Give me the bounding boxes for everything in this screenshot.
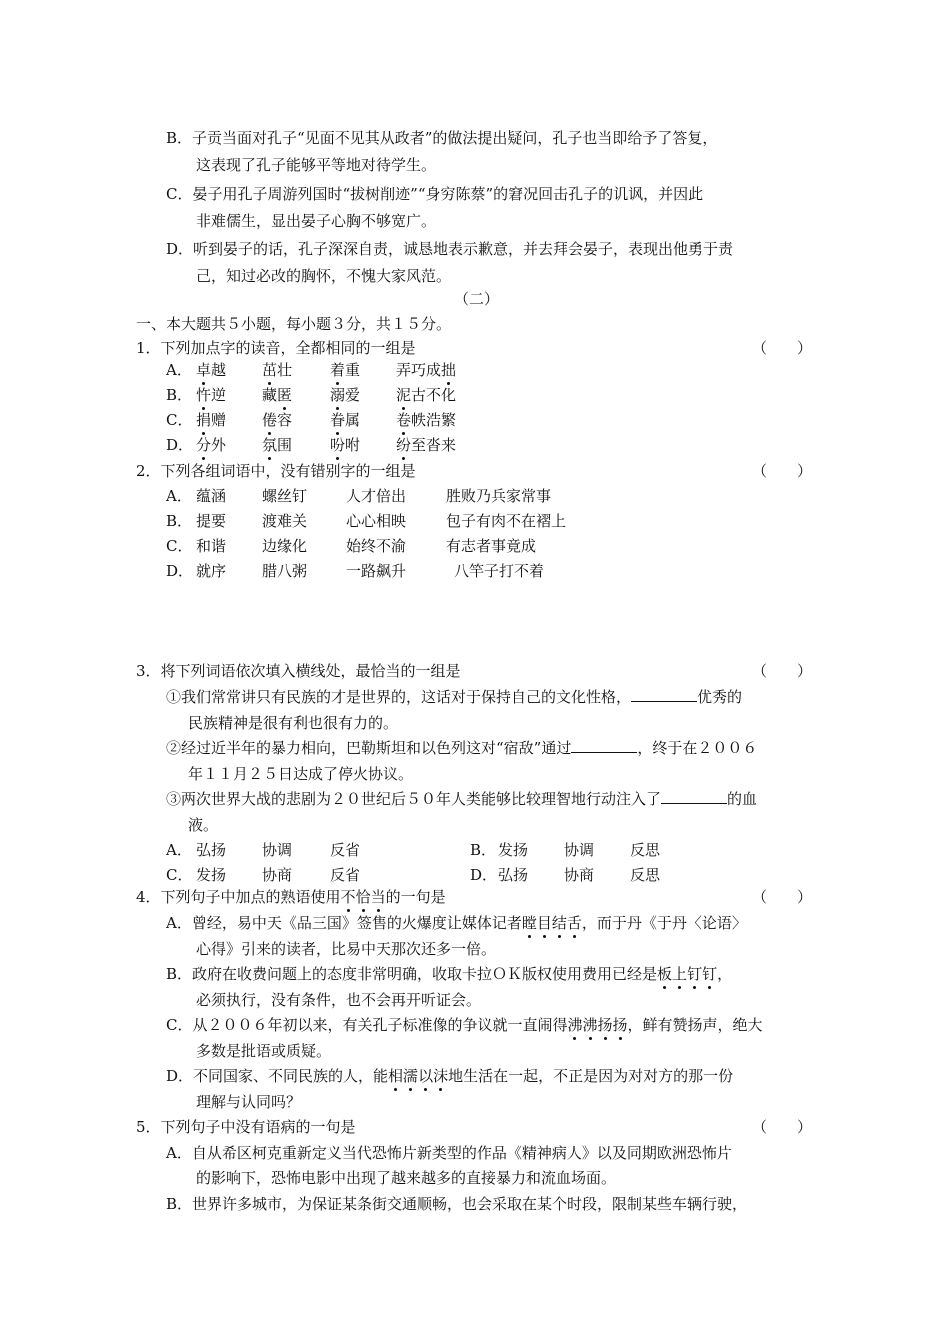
option-word: 始终不渝 (346, 537, 407, 555)
word-rest: 越 (211, 361, 227, 379)
prev-option-b-line1: B．子贡当面对孔子“见面不见其从政者”的做法提出疑问，孔子也当即给予了答复， (166, 129, 718, 147)
option-label: B． (470, 841, 497, 859)
option-word (330, 360, 360, 380)
q1-answer-paren: （ ） (752, 339, 813, 357)
option-word (330, 385, 360, 405)
q4-option-c (166, 1015, 763, 1035)
word-rest: 咐 (345, 436, 361, 454)
q3-sentence-3 (166, 789, 757, 809)
option-label: A． (166, 361, 192, 379)
q1-stem: 1．下列加点字的读音，全都相同的一组是 (136, 339, 416, 357)
option-word: 螺丝钉 (262, 487, 308, 505)
option-text: A．曾经，易中天《品三国》签售的火爆度让媒体记者 (166, 914, 522, 932)
dotted-char: 着 (330, 361, 346, 379)
dotted-char: 沸 (567, 1016, 583, 1034)
q4-option-d (166, 1066, 733, 1086)
option-word: 就序 (196, 562, 227, 580)
word-rest: 外 (211, 436, 227, 454)
word-rest: 古不化 (411, 386, 457, 404)
option-text: B．政府在收费问题上的态度非常明确，收取卡拉ＯＫ版权使用费用已经是 (166, 965, 658, 983)
word-rest: 壮 (277, 361, 293, 379)
option-word: 包子有肉不在褶上 (446, 512, 567, 530)
word-rest: 属 (345, 411, 361, 429)
option-word: 心心相映 (346, 512, 407, 530)
dotted-char: 不 (340, 888, 356, 906)
option-label: B． (166, 512, 193, 530)
option-text: C．从２００６年初以来，有关孔子标准像的争议就一直闹得 (166, 1016, 568, 1034)
section-instructions: 一、本大题共５小题，每小题３分，共１５分。 (136, 315, 452, 333)
word-rest: 赠 (211, 411, 227, 429)
option-word: 人才倍出 (346, 487, 407, 505)
q4-stem (136, 887, 446, 907)
dotted-char: 沫 (433, 1067, 449, 1085)
option-word: 反省 (330, 866, 361, 884)
section-title: （二） (454, 290, 500, 308)
sentence-text: 的血 (727, 790, 758, 808)
option-word: 发扬 (498, 841, 529, 859)
word-rest: 爱 (345, 386, 361, 404)
option-label: C． (166, 411, 193, 429)
option-word: 一路飙升 (346, 562, 407, 580)
dotted-char: 泥 (396, 386, 412, 404)
option-word: 反思 (630, 866, 661, 884)
option-word: 八竿子打不着 (454, 562, 545, 580)
option-word (196, 435, 226, 455)
dotted-char: 以 (418, 1067, 434, 1085)
option-label: D． (470, 866, 498, 884)
fill-blank (661, 789, 727, 804)
q4-option-a-cont: 心得》引来的读者，比易中天那次还多一倍。 (196, 940, 497, 958)
option-word (262, 410, 292, 430)
stem-text: 的一句是 (385, 888, 446, 906)
q3-answer-paren: （ ） (752, 662, 813, 680)
option-word: 渡难关 (262, 512, 308, 530)
option-text: ，而于丹《于丹〈论语〉 (581, 914, 747, 932)
q4-option-d-cont: 理解与认同吗？ (196, 1093, 302, 1111)
prev-option-c-line2: 非难儒生，显出晏子心胸不够宽广。 (196, 212, 437, 230)
option-word (396, 360, 456, 380)
option-word: 胜败乃兵家常事 (446, 487, 552, 505)
sentence-text: ③两次世界大战的悲剧为２０世纪后５０年人类能够比较理智地行动注入了 (166, 790, 662, 808)
q5-stem: 5．下列句子中没有语病的一句是 (136, 1118, 356, 1136)
option-label: B． (166, 386, 193, 404)
q2-answer-paren: （ ） (752, 462, 813, 480)
option-word: 弘扬 (196, 841, 227, 859)
dotted-char: 舌 (566, 914, 582, 932)
option-word (262, 435, 292, 455)
q2-stem: 2．下列各组词语中，没有错别字的一组是 (136, 462, 416, 480)
dotted-phrase (341, 888, 386, 906)
dotted-char: 分 (196, 436, 212, 454)
dotted-char: 溺 (330, 386, 346, 404)
option-label: D． (166, 562, 194, 580)
q5-option-a-line1: A．自从希区柯克重新定义当代恐怖片新类型的作品《精神病人》以及同期欧洲恐怖片 (166, 1144, 732, 1162)
dotted-char: 濡 (403, 1067, 419, 1085)
option-word: 有志者事竟成 (446, 537, 537, 555)
dotted-char: 捐 (196, 411, 212, 429)
option-word (396, 385, 456, 405)
dotted-char: 拙 (441, 361, 457, 379)
dotted-char: 倦 (262, 411, 278, 429)
word-rest: 重 (345, 361, 361, 379)
option-word (262, 385, 292, 405)
dotted-char: 扬 (612, 1016, 628, 1034)
dotted-char: 忤 (196, 386, 212, 404)
option-word: 腊八粥 (262, 562, 308, 580)
word-rest: 帙浩繁 (411, 411, 457, 429)
dotted-char: 扬 (597, 1016, 613, 1034)
word-rest: 至沓来 (411, 436, 457, 454)
q4-option-b (166, 964, 732, 984)
q5-answer-paren: （ ） (752, 1118, 813, 1136)
option-word: 反省 (330, 841, 361, 859)
q3-stem: 3．将下列词语依次填入横线处，最恰当的一组是 (136, 662, 461, 680)
option-label: C． (166, 537, 193, 555)
dotted-phrase (388, 1067, 448, 1085)
option-text: ， (717, 965, 733, 983)
dotted-char: 卓 (196, 361, 212, 379)
option-word (330, 435, 360, 455)
dotted-char: 眷 (330, 411, 346, 429)
dotted-char: 钉 (687, 965, 703, 983)
sentence-text: ，终于在２００６ (637, 739, 758, 757)
dotted-char: 钉 (702, 965, 718, 983)
dotted-phrase (522, 914, 582, 932)
sentence-text: ①我们常常讲只有民族的才是世界的，这话对于保持自己的文化性格， (166, 688, 632, 706)
word-rest: 藏 (262, 386, 278, 404)
dotted-char: 氛 (262, 436, 278, 454)
option-word (196, 410, 226, 430)
dotted-char: 板 (657, 965, 673, 983)
option-word (330, 410, 360, 430)
option-word (196, 360, 226, 380)
q4-option-c-cont: 多数是批语或质疑。 (196, 1042, 332, 1060)
prev-option-c-line1: C．晏子用孔子周游列国时“拔树削迹”“身穷陈蔡”的窘况回击孔子的讥讽，并因此 (166, 185, 704, 203)
q5-option-a-line2: 的影响下，恐怖电影中出现了越来越多的直接暴力和流血场面。 (196, 1169, 617, 1187)
option-label: A． (166, 841, 192, 859)
option-word: 发扬 (196, 866, 227, 884)
dotted-char: 结 (551, 914, 567, 932)
option-word: 蕴涵 (196, 487, 227, 505)
dotted-char: 匿 (277, 386, 293, 404)
prev-option-b-line2: 这表现了孔子能够平等地对待学生。 (196, 156, 437, 174)
dotted-phrase (567, 1016, 627, 1034)
dotted-char: 目 (536, 914, 552, 932)
q3-sentence-1 (166, 687, 742, 707)
option-word: 协商 (262, 866, 293, 884)
option-label: D． (166, 436, 194, 454)
q4-answer-paren: （ ） (752, 888, 813, 906)
dotted-char: 上 (672, 965, 688, 983)
option-word: 提要 (196, 512, 227, 530)
option-word: 协调 (564, 841, 595, 859)
dotted-char: 相 (388, 1067, 404, 1085)
option-word: 协商 (564, 866, 595, 884)
q3-sentence-2 (166, 738, 757, 758)
q3-sentence-2-cont: 年１１月２５日达成了停火协议。 (188, 765, 414, 783)
dotted-char: 当 (370, 888, 386, 906)
option-word (396, 435, 456, 455)
option-word: 和谐 (196, 537, 227, 555)
prev-option-d-line1: D．听到晏子的话，孔子深深自责，诚恳地表示歉意，并去拜会晏子，表现出他勇于责 (166, 240, 734, 258)
option-word (396, 410, 456, 430)
option-label: C． (166, 866, 193, 884)
dotted-char: 沸 (582, 1016, 598, 1034)
word-rest: 弄巧成 (396, 361, 442, 379)
option-label: A． (166, 487, 192, 505)
dotted-char: 茁 (262, 361, 278, 379)
q3-sentence-3-cont: 液。 (188, 816, 219, 834)
option-word (196, 385, 226, 405)
fill-blank (631, 687, 697, 702)
option-text: ，鲜有赞扬声，绝大 (627, 1016, 763, 1034)
dotted-char: 卷 (396, 411, 412, 429)
q5-option-b-line1: B．世界许多城市，为保证某条街交通顺畅，也会采取在某个时段，限制某些车辆行驶， (166, 1195, 748, 1213)
fill-blank (571, 738, 637, 753)
stem-text: 4．下列句子中加点的熟语使用 (136, 888, 341, 906)
dotted-phrase (657, 965, 717, 983)
option-word: 边缘化 (262, 537, 308, 555)
dotted-char: 吩 (330, 436, 346, 454)
word-rest: 容 (277, 411, 293, 429)
prev-option-d-line2: 己，知过必改的胸怀，不愧大家风范。 (196, 267, 452, 285)
option-word (262, 360, 292, 380)
option-text: 地生活在一起，不正是因为对对方的那一份 (448, 1067, 734, 1085)
q4-option-b-cont: 必须执行，没有条件，也不会再开听证会。 (196, 991, 482, 1009)
dotted-char: 恰 (355, 888, 371, 906)
dotted-char: 瞠 (521, 914, 537, 932)
word-rest: 围 (277, 436, 293, 454)
option-word: 协调 (262, 841, 293, 859)
dotted-char: 纷 (396, 436, 412, 454)
q3-sentence-1-cont: 民族精神是很有利也很有力的。 (188, 714, 399, 732)
sentence-text: 优秀的 (697, 688, 743, 706)
option-word: 弘扬 (498, 866, 529, 884)
option-word: 反思 (630, 841, 661, 859)
option-text: D．不同国家、不同民族的人，能 (166, 1067, 389, 1085)
q4-option-a (166, 913, 747, 933)
sentence-text: ②经过近半年的暴力相向，巴勒斯坦和以色列这对“宿敌”通过 (166, 739, 572, 757)
word-rest: 逆 (211, 386, 227, 404)
